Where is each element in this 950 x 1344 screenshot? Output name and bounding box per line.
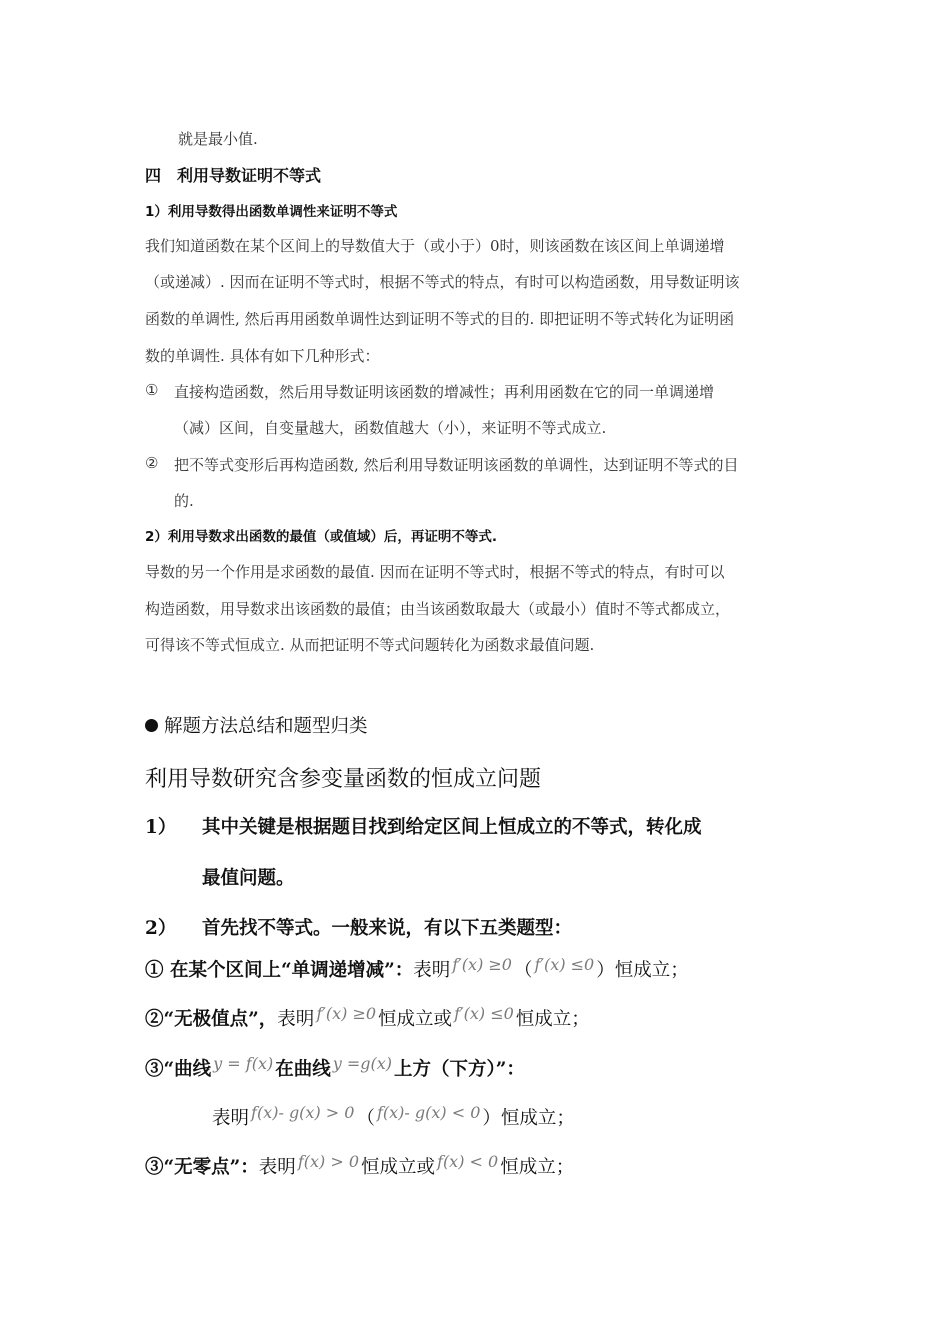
- math-expression: f(x)- g(x) > 0: [251, 1103, 355, 1122]
- case-line-4: [145, 1153, 574, 1179]
- section-heading: 四 利用导数证明不等式: [145, 166, 322, 185]
- case-line-3-detail: [212, 1104, 575, 1130]
- case-line-1: [145, 956, 689, 982]
- paragraph-line: 可得该不等式恒成立. 从而把证明不等式问题转化为函数求最值问题.: [145, 636, 595, 654]
- case-label: 上方（下方）”：: [394, 1059, 525, 1080]
- case-label: ②“无极值点”，: [145, 1009, 278, 1030]
- case-label: ③“无零点”：: [145, 1157, 259, 1178]
- case-line-3: [145, 1055, 525, 1081]
- paragraph-line: 函数的单调性, 然后再用函数单调性达到证明不等式的目的. 即把证明不等式转化为证明函: [145, 310, 735, 328]
- summary-bullet-text: 解题方法总结和题型归类: [164, 716, 368, 737]
- summary-bullet-line: [145, 712, 368, 738]
- case-label: 在曲线: [275, 1059, 331, 1080]
- subsection-heading-2: 2）利用导数求出函数的最值（或值域）后，再证明不等式.: [145, 529, 498, 545]
- case-line-2: [145, 1005, 590, 1031]
- case-text: （: [513, 960, 533, 981]
- math-expression: f(x)- g(x) < 0: [376, 1103, 481, 1122]
- math-expression: f′(x) ≤0: [534, 955, 595, 974]
- math-expression: f′(x) ≥0: [316, 1004, 377, 1023]
- case-text: 恒成立或: [361, 1157, 436, 1178]
- paragraph-line: 我们知道函数在某个区间上的导数值大于（或小于）0时，则该函数在该区间上单调递增: [145, 237, 725, 255]
- list-item-line: 直接构造函数，然后用导数证明该函数的增减性；再利用函数在它的同一单调递增: [174, 383, 715, 401]
- case-label: ③“曲线: [145, 1059, 212, 1080]
- point-text: 首先找不等式。一般来说，有以下五类题型：: [202, 918, 573, 939]
- math-expression: y =g(x): [332, 1054, 392, 1073]
- math-expression: f′(x) ≤0: [454, 1004, 514, 1023]
- point-text-line: 最值问题。: [202, 868, 295, 889]
- bullet-dot-icon: [145, 719, 158, 732]
- point-number: 2）: [145, 918, 177, 939]
- list-marker: ②: [145, 454, 159, 472]
- case-text: 恒成立；: [515, 1009, 590, 1030]
- summary-title: 利用导数研究含参变量函数的恒成立问题: [145, 767, 542, 792]
- case-text: （: [356, 1108, 375, 1129]
- math-expression: f(x) < 0: [437, 1152, 499, 1171]
- math-expression: f′(x) ≥0: [452, 955, 512, 974]
- point-number: 1）: [145, 817, 177, 838]
- paragraph-line: 数的单调性. 具体有如下几种形式：: [145, 347, 380, 365]
- case-text: 恒成立或: [378, 1009, 453, 1030]
- case-text: ）恒成立；: [596, 960, 689, 981]
- case-text: 恒成立；: [500, 1157, 575, 1178]
- case-text: 表明: [212, 1108, 250, 1129]
- paragraph-line: 构造函数，用导数求出该函数的最值；由当该函数取最大（或最小）值时不等式都成立，: [145, 600, 731, 618]
- case-label: ① 在某个区间上“单调递增减”：: [145, 960, 414, 981]
- intro-tail: 就是最小值.: [178, 130, 258, 148]
- paragraph-line: 导数的另一个作用是求函数的最值. 因而在证明不等式时，根据不等式的特点，有时可以: [145, 563, 725, 581]
- case-text: ）恒成立；: [482, 1108, 575, 1129]
- case-text: 表明: [277, 1009, 315, 1030]
- paragraph-line: （或递减）. 因而在证明不等式时，根据不等式的特点，有时可以构造函数，用导数证明该: [145, 273, 740, 291]
- list-marker: ①: [145, 381, 159, 399]
- math-expression: y = f(x): [213, 1054, 274, 1073]
- point-text-line: 其中关键是根据题目找到给定区间上恒成立的不等式，转化成: [202, 817, 702, 838]
- list-item-line: 把不等式变形后再构造函数, 然后利用导数证明该函数的单调性，达到证明不等式的目: [174, 456, 739, 474]
- list-item-line: （减）区间，自变量越大，函数值越大（小），来证明不等式成立.: [174, 419, 607, 437]
- case-text: 表明: [258, 1157, 296, 1178]
- case-text: 表明: [413, 960, 451, 981]
- math-expression: f(x) > 0: [297, 1152, 359, 1171]
- subsection-heading-1: 1）利用导数得出函数单调性来证明不等式: [145, 204, 398, 220]
- list-item-line: 的.: [174, 492, 194, 510]
